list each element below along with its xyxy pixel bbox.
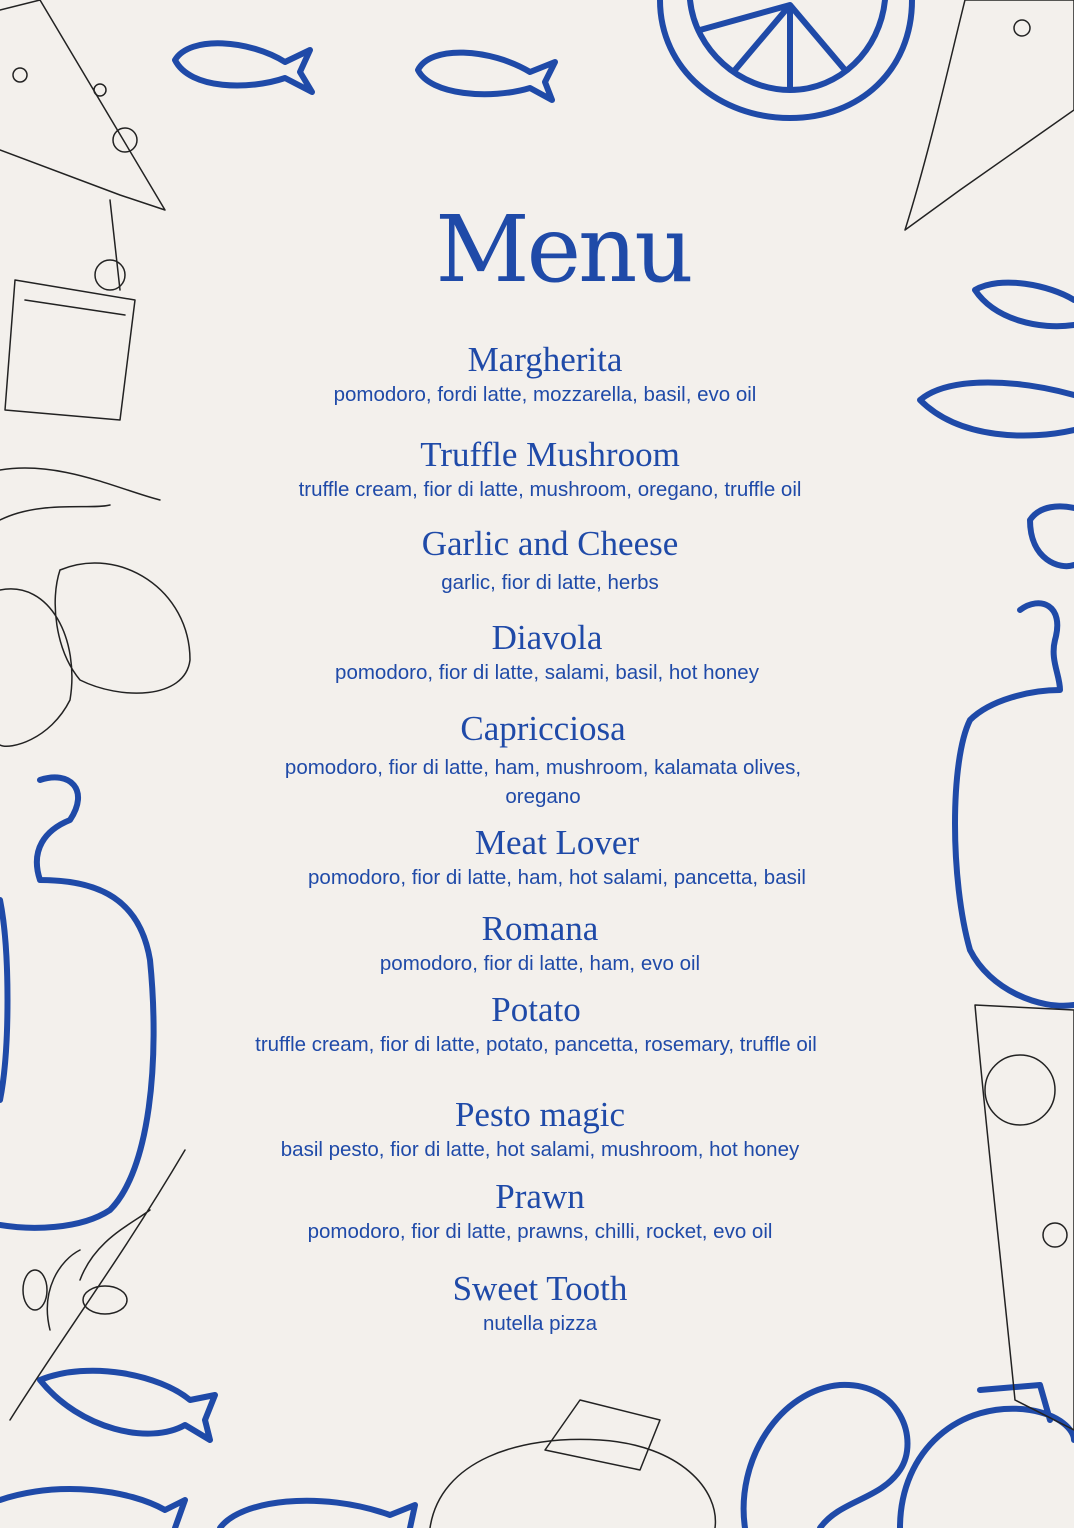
- menu-item-name: Meat Lover: [474, 823, 640, 862]
- menu-item-ingredients: pomodoro, fior di latte, prawns, chilli, rocket, evo oil: [307, 1220, 773, 1243]
- pizza-slice-sketch: [975, 1005, 1074, 1430]
- lemon-slice-icon: [660, 0, 912, 118]
- menu-item: [247, 823, 867, 892]
- menu-item-ingredients: pomodoro, fior di latte, ham, hot salami, pancetta, basil: [308, 866, 806, 889]
- menu-item-ingredients: pomodoro, fior di latte, ham, evo oil: [379, 952, 701, 975]
- menu-item-name: Garlic and Cheese: [421, 524, 679, 563]
- leaf-sketch: [0, 468, 160, 520]
- menu-item: [248, 709, 838, 811]
- menu-item-ingredients: pomodoro, fior di latte, ham, mushroom, kalamata olives, oregano: [284, 756, 802, 808]
- fish-icon: [920, 383, 1074, 436]
- fish-icon: [220, 1501, 415, 1528]
- cheese-board-sketch: [430, 1400, 715, 1528]
- menu-item-ingredients: nutella pizza: [483, 1312, 597, 1335]
- menu-item-ingredients: pomodoro, fior di latte, salami, basil, hot honey: [335, 661, 759, 684]
- menu-item: [230, 1269, 850, 1338]
- page-title: Menu: [435, 196, 691, 303]
- tomato-icon: [900, 1385, 1074, 1528]
- lemon-slice-inner: [690, 0, 885, 90]
- fish-icon: [0, 1489, 185, 1528]
- menu-item-ingredients: garlic, fior di latte, herbs: [441, 571, 659, 594]
- fish-icon: [40, 1371, 215, 1440]
- menu-item-name: Prawn: [495, 1177, 585, 1216]
- menu-item: [240, 524, 860, 597]
- menu-item-name: Romana: [481, 909, 599, 948]
- pizza-slice-sketch: [0, 0, 165, 210]
- menu-item: [235, 340, 855, 409]
- fish-icon: [175, 43, 312, 92]
- menu-item-ingredients: truffle cream, fior di latte, mushroom, oregano, truffle oil: [298, 478, 802, 501]
- menu-item-name: Margherita: [467, 340, 623, 379]
- menu-item-name: Diavola: [491, 618, 603, 657]
- pepper-icon: [0, 777, 154, 1227]
- menu-item-ingredients: basil pesto, fior di latte, hot salami, mushroom, hot honey: [280, 1138, 800, 1161]
- menu-item-name: Capricciosa: [460, 709, 626, 748]
- menu-item-name: Pesto magic: [454, 1095, 626, 1134]
- fish-icon: [418, 53, 555, 100]
- menu-item: [237, 618, 857, 687]
- menu-item-name: Truffle Mushroom: [420, 435, 680, 474]
- menu-item: [230, 1177, 850, 1246]
- fish-icon: [1030, 506, 1074, 566]
- mushroom-icon: [744, 1385, 908, 1528]
- lemon-sketch: [0, 563, 190, 746]
- menu-item: [241, 990, 831, 1059]
- menu-item-name: Sweet Tooth: [452, 1269, 628, 1308]
- menu-item: [230, 1095, 850, 1164]
- pepper-icon: [955, 603, 1074, 1006]
- menu-item: [240, 435, 860, 504]
- menu-item-name: Potato: [491, 990, 581, 1029]
- menu-item-ingredients: pomodoro, fordi latte, mozzarella, basil, evo oil: [333, 383, 757, 406]
- menu-item: [230, 909, 850, 978]
- menu-item-ingredients: truffle cream, fior di latte, potato, pancetta, rosemary, truffle oil: [255, 1033, 817, 1056]
